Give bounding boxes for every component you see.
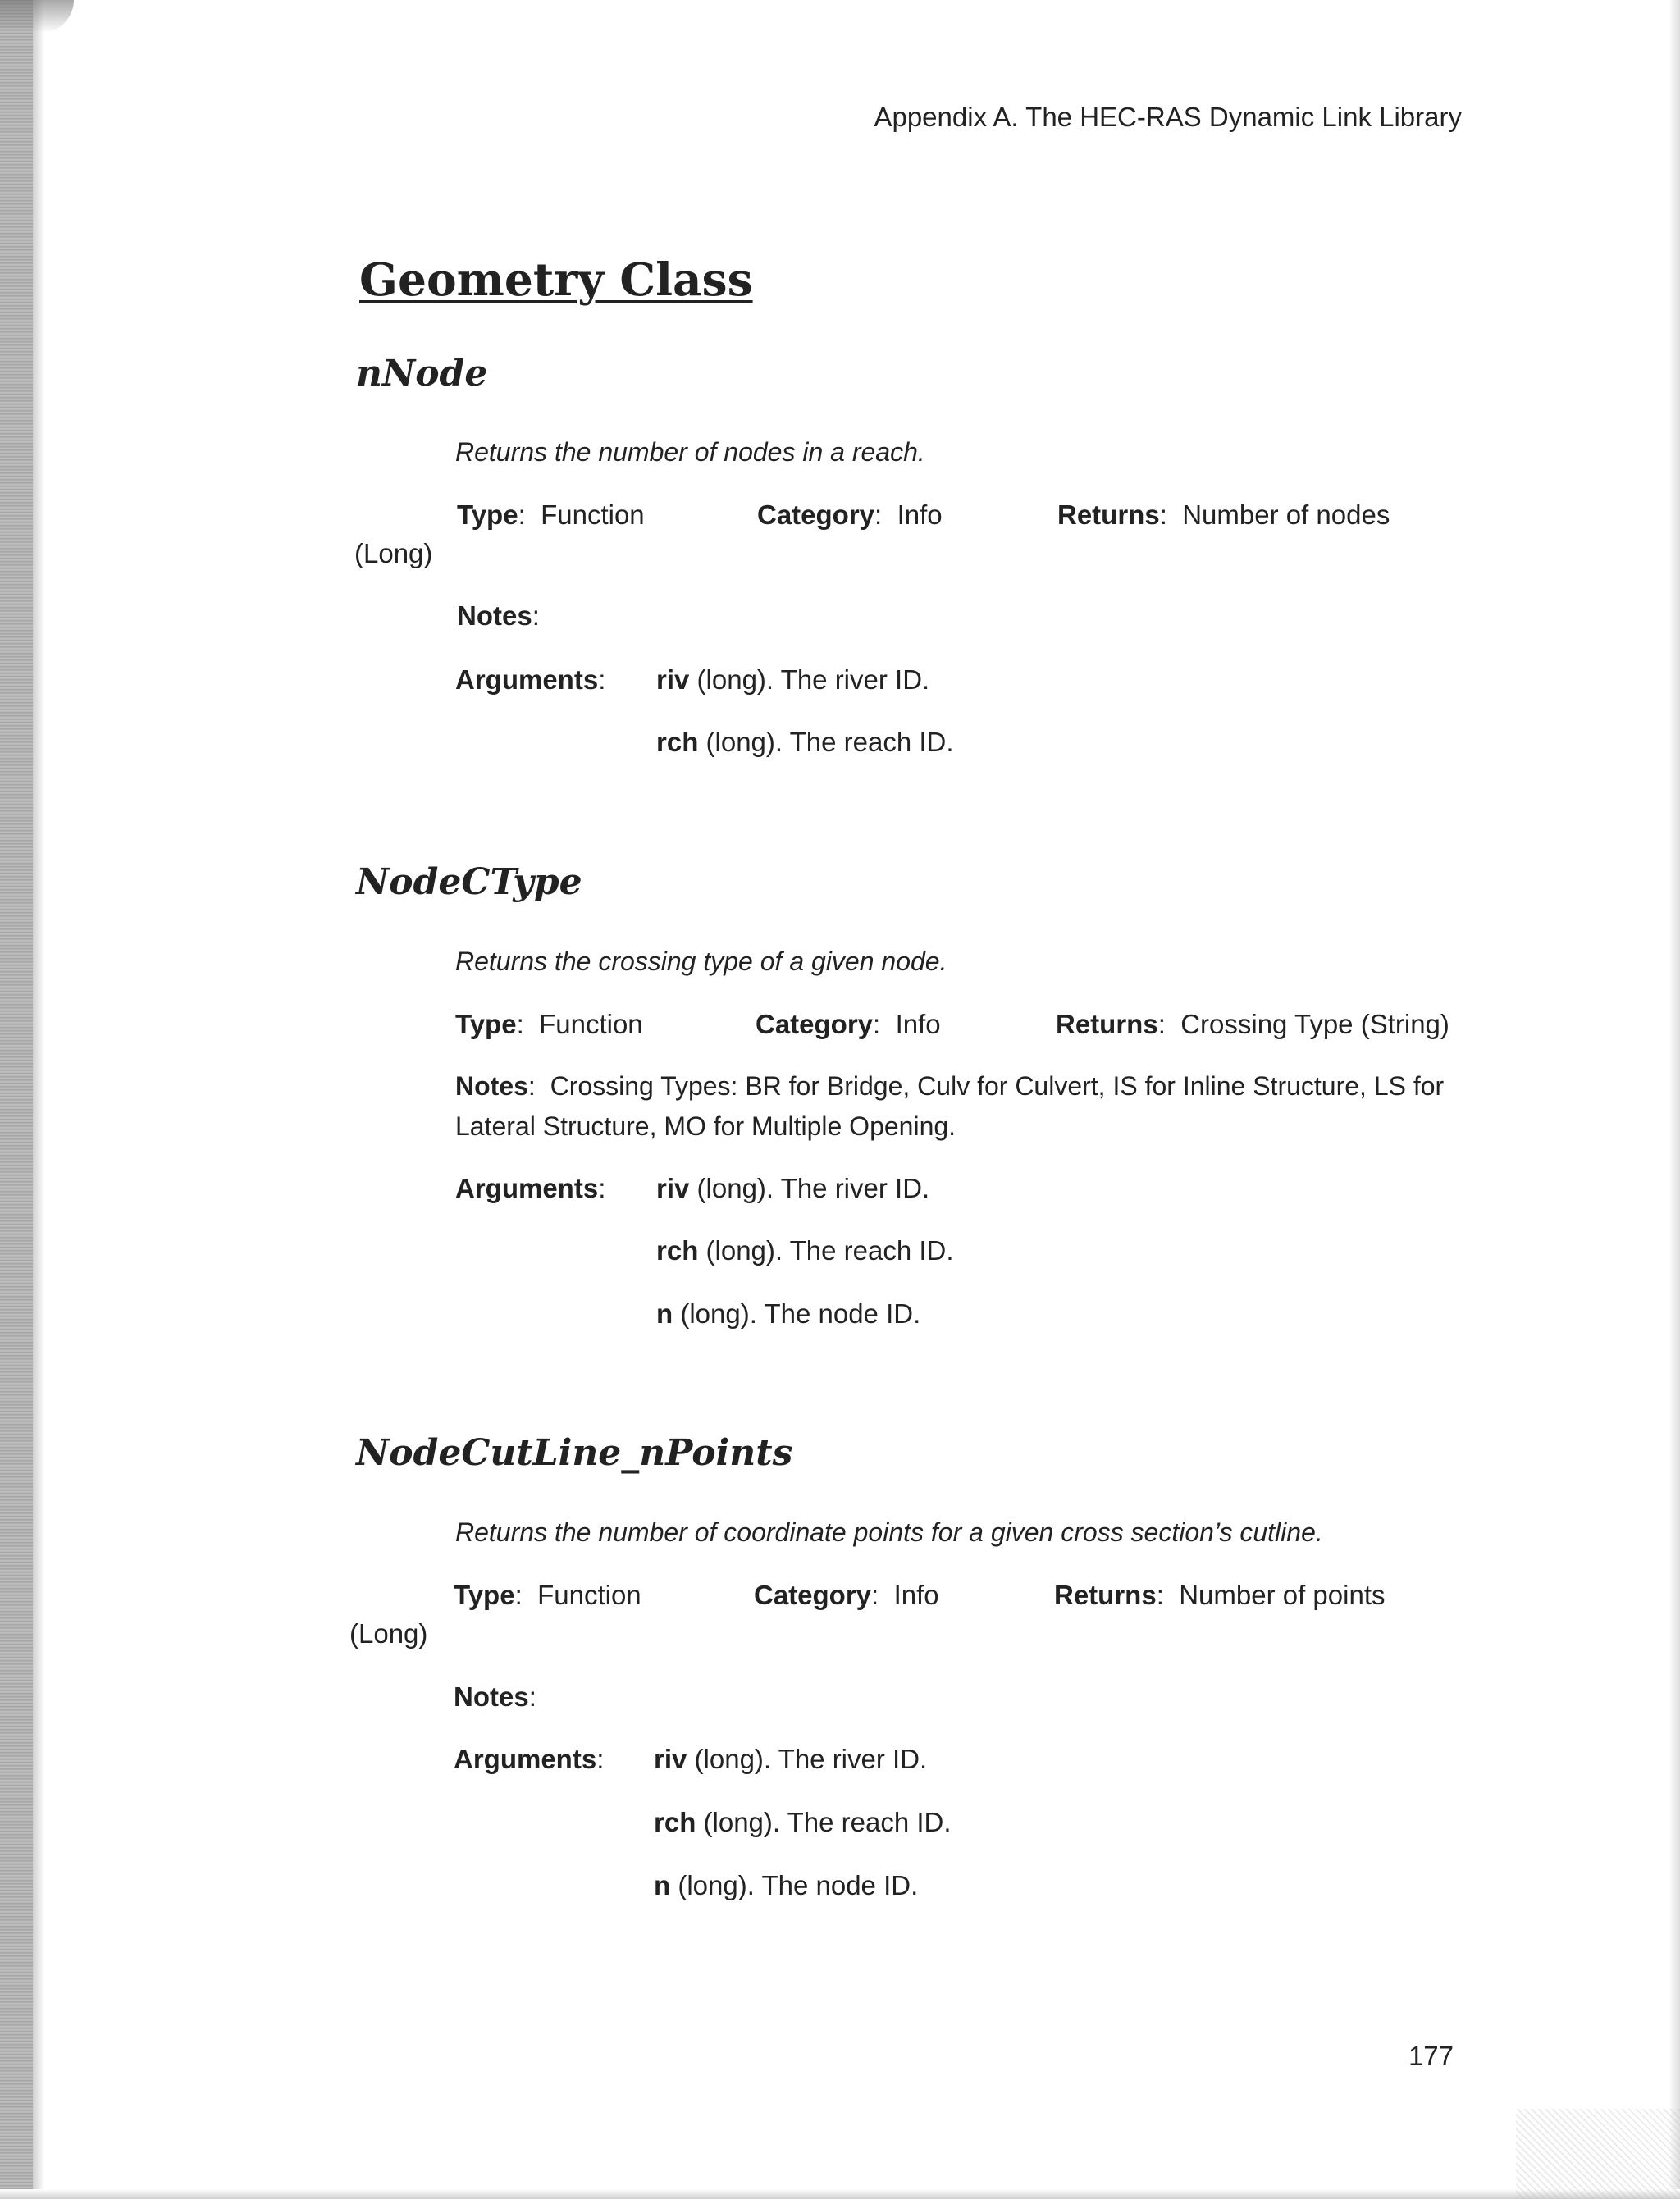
argument-name: rch bbox=[656, 727, 699, 757]
argument-desc: (long). The node ID. bbox=[680, 1298, 921, 1329]
bottom-page-edge bbox=[0, 2189, 1680, 2199]
type-field: Type: Function bbox=[455, 1009, 643, 1039]
type-value: Function bbox=[537, 1580, 641, 1610]
argument-item bbox=[656, 1235, 954, 1266]
argument-name: n bbox=[656, 1298, 673, 1329]
category-label: Category bbox=[757, 500, 875, 530]
argument-name: rch bbox=[654, 1807, 696, 1837]
returns-field: Returns: Number of nodes bbox=[1057, 500, 1390, 530]
entry-description: Returns the number of coordinate points for a given cross section’s cutline. bbox=[455, 1517, 1323, 1547]
argument-desc: (long). The river ID. bbox=[696, 1173, 930, 1203]
entry-description: Returns the crossing type of a given node. bbox=[455, 947, 947, 976]
category-field: Category: Info bbox=[756, 1009, 941, 1039]
argument-item bbox=[656, 1298, 920, 1330]
class-title: Geometry Class bbox=[359, 253, 753, 306]
returns-field: Returns: Number of points bbox=[1054, 1580, 1386, 1610]
scan-texture bbox=[1516, 2109, 1680, 2199]
category-value: Info bbox=[897, 500, 943, 530]
category-label: Category bbox=[756, 1009, 874, 1039]
notes-field: Notes: bbox=[457, 600, 540, 631]
page-number: 177 bbox=[1408, 2041, 1454, 2071]
argument-name: n bbox=[654, 1870, 671, 1900]
notes-label: Notes bbox=[457, 600, 532, 631]
notes-field: Notes: Crossing Types: BR for Bridge, Culv for Culvert, IS for Inline Structure, LS for Lateral Structure, MO for Multiple Opening. bbox=[455, 1071, 1445, 1141]
argument-item bbox=[654, 1744, 927, 1775]
returns-type-wrap: (Long) bbox=[354, 538, 433, 568]
page-curl-shadow bbox=[0, 0, 74, 33]
returns-type-wrap: (Long) bbox=[349, 1618, 428, 1649]
category-field: Category: Info bbox=[754, 1580, 939, 1610]
right-page-edge bbox=[1669, 0, 1680, 2199]
argument-name: riv bbox=[656, 1173, 690, 1203]
arguments-label: Arguments: bbox=[455, 664, 606, 695]
type-value: Function bbox=[541, 500, 645, 530]
argument-desc: (long). The river ID. bbox=[694, 1744, 928, 1774]
type-field: Type: Function bbox=[457, 500, 645, 530]
arguments-label: Arguments: bbox=[454, 1744, 605, 1774]
argument-desc: (long). The river ID. bbox=[696, 664, 930, 695]
argument-name: rch bbox=[656, 1235, 699, 1266]
notes-label: Notes bbox=[454, 1681, 529, 1712]
argument-item bbox=[654, 1870, 918, 1901]
returns-label: Returns bbox=[1054, 1580, 1157, 1610]
argument-item bbox=[656, 664, 929, 696]
entry-title-nodecutline-npoints: NodeCutLine_nPoints bbox=[356, 1432, 793, 1474]
entry-description: Returns the number of nodes in a reach. bbox=[455, 437, 925, 467]
binding-shadow bbox=[0, 0, 33, 2199]
type-label: Type bbox=[457, 500, 518, 530]
type-label: Type bbox=[454, 1580, 515, 1610]
type-field: Type: Function bbox=[454, 1580, 641, 1610]
entry-title-nnode: nNode bbox=[356, 353, 488, 395]
category-value: Info bbox=[895, 1009, 941, 1039]
returns-value: Crossing Type (String) bbox=[1180, 1009, 1449, 1039]
argument-desc: (long). The node ID. bbox=[678, 1870, 919, 1900]
returns-label: Returns bbox=[1057, 500, 1160, 530]
notes-value: Crossing Types: BR for Bridge, Culv for Culvert, IS for Inline Structure, LS for Lateral Structure, MO for Multiple Opening. bbox=[455, 1071, 1445, 1141]
entry-title-nodectype: NodeCType bbox=[356, 861, 582, 903]
notes-field: Notes: bbox=[454, 1681, 536, 1712]
argument-desc: (long). The reach ID. bbox=[703, 1807, 952, 1837]
type-value: Function bbox=[539, 1009, 643, 1039]
returns-value: Number of nodes bbox=[1182, 500, 1390, 530]
category-label: Category bbox=[754, 1580, 872, 1610]
running-head: Appendix A. The HEC-RAS Dynamic Link Library bbox=[874, 102, 1462, 132]
notes-label: Notes bbox=[455, 1071, 528, 1101]
returns-label: Returns bbox=[1056, 1009, 1158, 1039]
category-value: Info bbox=[893, 1580, 939, 1610]
argument-desc: (long). The reach ID. bbox=[705, 727, 954, 757]
arguments-label: Arguments: bbox=[455, 1173, 606, 1203]
type-label: Type bbox=[455, 1009, 517, 1039]
argument-name: riv bbox=[656, 664, 690, 695]
returns-field: Returns: Crossing Type (String) bbox=[1056, 1009, 1449, 1039]
argument-item bbox=[656, 727, 954, 758]
returns-value: Number of points bbox=[1179, 1580, 1386, 1610]
binding-fade bbox=[33, 0, 44, 2199]
argument-name: riv bbox=[654, 1744, 687, 1774]
argument-desc: (long). The reach ID. bbox=[705, 1235, 954, 1266]
category-field: Category: Info bbox=[757, 500, 943, 530]
argument-item bbox=[656, 1173, 929, 1204]
argument-item bbox=[654, 1807, 952, 1838]
